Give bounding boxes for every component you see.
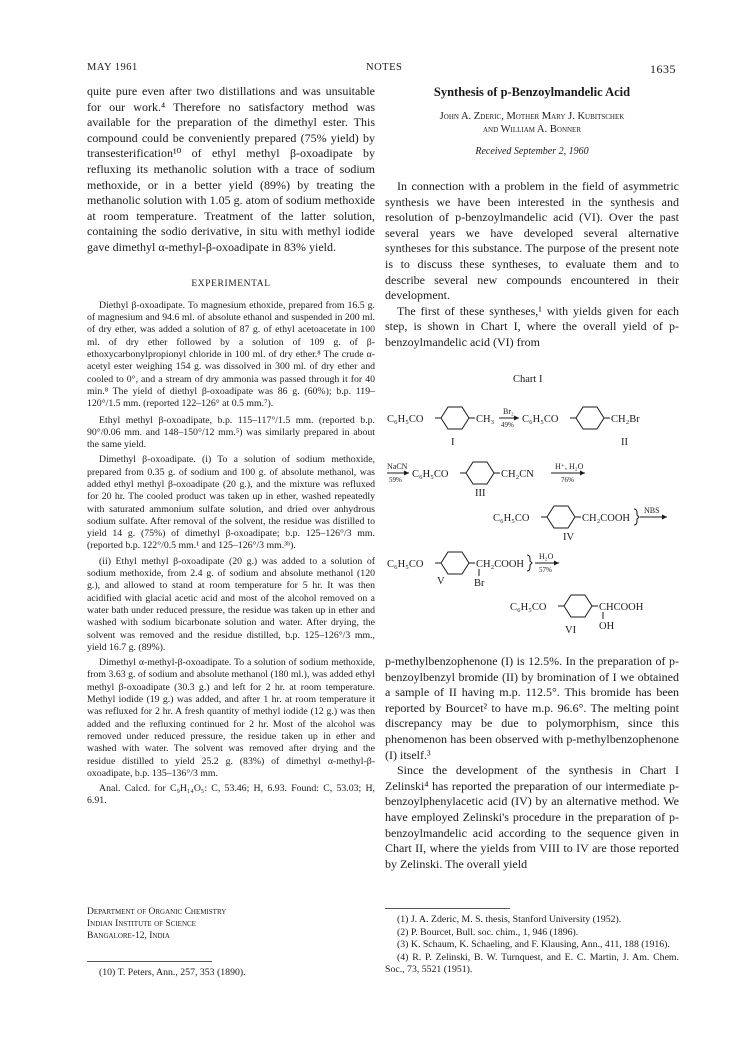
body-paragraph-3: p-methylbenzophenone (I) is 12.5%. In the preparation of p-benzoylbenzyl bromide (II) by bromination of I we obtained a sample of II having m.p. 112.5°. This bromide has been reported by Bourcet² to have m.p. 96.6°. The melting point discrepancy may be due to polymorphism, since this phenomenon has been observed with p-methylbenzophenone (I) itself.³ <box>385 654 679 762</box>
compound-v-benzoyl: C₆H₅CO <box>387 559 424 570</box>
compound-ii-bromomethyl: CH₂Br <box>611 414 640 425</box>
chart-i-scheme <box>385 370 685 640</box>
experimental-paragraph-4: (ii) Ethyl methyl β-oxoadipate (20 g.) was added to a solution of sodium methoxide, from 2.4 g. of sodium and absolute methanol (120 g.), and allowed to stand at room temperature for 5 hr. It was then acidified with glacial acetic acid and most of the alcohol removed on a water bath under reduced pressure, the residue was taken up in ether and washed with sodium bicarbonate solution and water. After drying, the solvent was removed and the residue distilled, b.p. 125–126°/3 mm., yield 16.7 g. (89%). <box>87 555 375 653</box>
compound-iii-benzoyl: C₆H₅CO <box>412 469 449 480</box>
reagent-water: H₂O <box>539 552 554 561</box>
compound-iv-benzoyl: C₆H₅CO <box>493 513 530 524</box>
experimental-heading: EXPERIMENTAL <box>191 278 271 289</box>
footnote-2: (2) P. Bourcet, Bull. soc. chim., 1, 946 (1896). <box>397 926 579 938</box>
compound-vi-hydroxyl: OH <box>599 621 615 632</box>
left-column <box>87 84 375 808</box>
right-column <box>385 84 679 351</box>
affiliation-institute: Indian Institute of Science <box>87 919 196 929</box>
label-compound-iv: IV <box>563 532 575 543</box>
yield-step-2: 59% <box>389 476 402 484</box>
running-header-section: NOTES <box>366 62 403 73</box>
analysis-paragraph: Anal. Calcd. for C₉H₁₄O₅: C, 53.46; H, 6.93. Found: C, 53.03; H, 6.91. <box>87 783 375 807</box>
label-compound-ii: II <box>621 437 628 448</box>
affiliation-department: Department of Organic Chemistry <box>87 907 227 917</box>
experimental-paragraph-3: Dimethyl β-oxoadipate. (i) To a solution of sodium methoxide, prepared from 0.35 g. of sodium and 100 g. of absolute methanol, was added ethyl methyl β-oxoadipate (20 g.), and the mixture was refluxed for 20 hr. The cooled product was taken up in ether, washed repeatedly with saturated ammonium sulfate solution, and dried over anhydrous sodium sulfate. After removal of the solvent, the residue was distilled to yield 14 g. (75%) of dimethyl β-oxoadipate; b.p. 125–126°/3 mm. (reported b.p. 122°/0.5 mm.¹ and 125–126°/3 mm.³ᵇ). <box>87 454 375 552</box>
benzene-ring-icon <box>576 407 604 429</box>
running-header-date: MAY 1961 <box>87 62 138 73</box>
body-paragraph-4: Since the development of the synthesis in Chart I Zelinski⁴ has reported the preparation of our intermediate p-benzoylphenylacetic acid (IV) by an alternative method. We have employed Zelinski's procedure in the preparation of p-benzoylmandelic acid according to the sequence given in Chart II, where the yields from VIII to IV are those reported by Zelinski. The overall yield <box>385 763 679 871</box>
benzene-ring-icon <box>441 407 469 429</box>
chart-title: Chart I <box>513 374 543 385</box>
reagent-cyanide: NaCN <box>387 462 408 471</box>
benzene-ring-icon <box>466 462 494 484</box>
footnote-rule-left <box>87 961 212 962</box>
experimental-paragraph-5: Dimethyl α-methyl-β-oxoadipate. To a solution of sodium methoxide, from 3.63 g. of sodium and absolute methanol (180 ml.), was added ethyl methyl β-oxoadipate (30.3 g.) and left for 2 hr. at room temperature. Methyl iodide (19 g.) was added, and after 1 hr. at room temperature it was refluxed for 2 hr. A fresh quantity of methyl iodide (12 g.) was then added and the refluxing continued for 2 hr. Most of the alcohol was removed under reduced pressure, the residue taken up in ether and washed with water. The solvent was removed after drying and the residue distilled to yield 25.2 g. (83%) of dimethyl α-methyl-β-oxoadipate, b.p. 135–136°/3 mm. <box>87 657 375 779</box>
benzene-ring-icon <box>441 552 469 574</box>
compound-iv-acid: CH₂COOH <box>582 513 630 524</box>
yield-step-5: 57% <box>539 566 552 574</box>
label-compound-iii: III <box>475 488 486 499</box>
right-column-continued <box>385 654 679 872</box>
received-date: Received September 2, 1960 <box>475 146 589 157</box>
footnote-10-text: (10) T. Peters, Ann., 257, 353 (1890). <box>99 967 246 978</box>
article-title: Synthesis of p-Benzoylmandelic Acid <box>433 85 631 99</box>
compound-vi-benzoyl: C₆H₅CO <box>510 602 547 613</box>
yield-step-3: 76% <box>561 476 574 484</box>
footnote-4: (4) R. P. Zelinski, B. W. Turnquest, and E. C. Martin, J. Am. Chem. Soc., 73, 5521 (1951). <box>385 951 679 975</box>
label-compound-i: I <box>451 437 455 448</box>
label-compound-v: V <box>437 576 445 587</box>
compound-i-methyl: CH₃ <box>476 414 495 425</box>
yield-step-1: 49% <box>501 421 514 429</box>
body-paragraph-2: The first of these syntheses,¹ with yields given for each step, is shown in Chart I, where the overall yield of p-benzoylmandelic acid (VI) from <box>385 303 679 349</box>
affiliation <box>87 906 226 942</box>
experimental-paragraph-2: Ethyl methyl β-oxoadipate, b.p. 115–117°/1.5 mm. (reported b.p. 90°/0.06 mm. and 148–150°/12 mm.⁵) was similarly prepared in about the same yield. <box>87 414 375 451</box>
compound-iii-cyanomethyl: CH₂CN <box>501 469 534 480</box>
reagent-hydrolysis: H⁺, H₂O <box>555 462 584 471</box>
experimental-paragraph-1: Diethyl β-oxoadipate. To magnesium ethoxide, prepared from 16.5 g. of magnesium and 94.6 ml. of absolute ethanol and suspended in 200 ml. of dry ether, was added a solution of 87 g. of ethyl acetoacetate in 100 ml. of dry ether followed by a solution of 109 g. of β-ethoxycarbonylpropionyl chloride in 100 ml. of dry ether.⁸ The crude α-acetyl ester weighing 154 g. was dissolved in 300 ml. of dry ether and cooled to 0°, and a stream of dry ammonia was passed through it for 40 min.⁸ The yield of diethyl β-oxoadipate was 86 g. (60%); b.p. 119–120°/1.5 mm. (reported 122–126° at 0.5 mm.⁷). <box>87 299 375 410</box>
benzene-ring-icon <box>547 506 575 528</box>
compound-v-bromoacid: CH₂COOH <box>476 559 524 570</box>
affiliation-city: Bangalore-12, India <box>87 931 170 941</box>
reagent-nbs: NBS <box>644 506 660 515</box>
compound-v-bromine: Br <box>474 578 485 589</box>
compound-i-benzoyl: C₆H₅CO <box>387 414 424 425</box>
footnote-3: (3) K. Schaum, K. Schaeling, and F. Klausing, Ann., 411, 188 (1916). <box>397 939 670 950</box>
footnote-1: (1) J. A. Zderic, M. S. thesis, Stanford University (1952). <box>397 914 622 925</box>
compound-ii-benzoyl: C₆H₅CO <box>522 414 559 425</box>
footnotes-right <box>385 914 679 977</box>
footnote-10 <box>87 967 375 980</box>
label-compound-vi: VI <box>565 625 577 636</box>
benzene-ring-icon <box>564 595 592 617</box>
reagent-bromine: Br₂ <box>503 407 514 416</box>
page-number: 1635 <box>650 62 676 76</box>
authors-line-2: and William A. Bonner <box>483 124 581 135</box>
intro-paragraph: quite pure even after two distillations and was unsuitable for our work.⁴ Therefore no satisfactory method was available for the preparation of the dimethyl ester. This compound could be conveniently prepared (75% yield) by transesterification¹⁰ of ethyl methyl β-oxoadipate by refluxing its methanolic solution with a trace of sodium methoxide, or in a better yield (89%) by treating the methanolic solution with 1.05 g. atom of sodium methoxide at room temperature. Treatment of the latter solution, containing the sodio derivative, in situ with methyl iodide gave dimethyl α-methyl-β-oxoadipate in 83% yield. <box>87 84 375 254</box>
authors-line-1: John A. Zderic, Mother Mary J. Kubitschek <box>439 111 625 122</box>
compound-vi-acid: CHCOOH <box>599 602 644 613</box>
footnote-rule-right <box>385 908 510 909</box>
body-paragraph-1: In connection with a problem in the field of asymmetric synthesis we have been interested in the synthesis and resolution of p-benzoylmandelic acid (VI). Over the past several years we have developed several alternative syntheses for this substance. The purpose of the present note is to discuss these syntheses, to evaluate them and to describe several new compounds encountered in their development. <box>385 179 679 303</box>
